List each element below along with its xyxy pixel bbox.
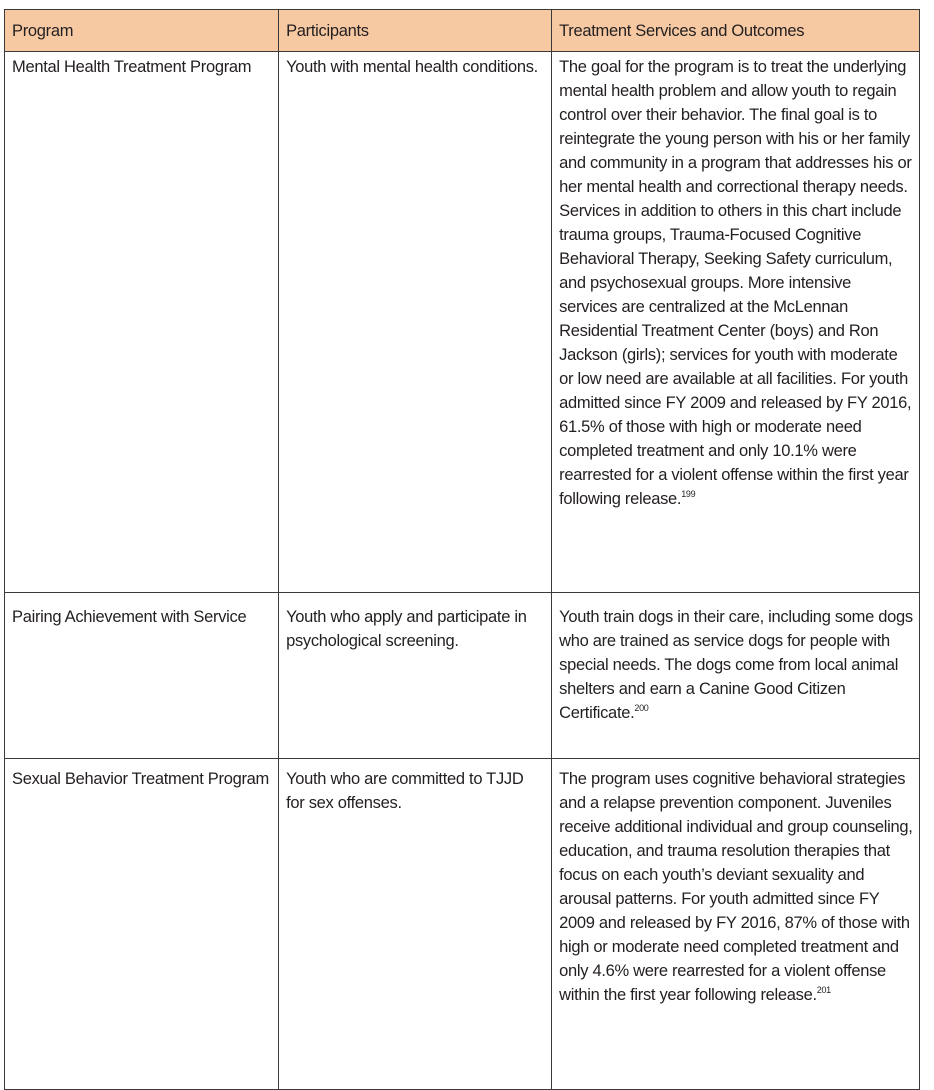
header-program: Program <box>5 10 279 52</box>
header-participants: Participants <box>279 10 552 52</box>
programs-table <box>4 9 920 1090</box>
header-row <box>5 10 920 52</box>
table-row <box>5 759 920 1090</box>
outcomes-cell <box>552 52 920 593</box>
outcomes-text: The program uses cognitive behavioral strategies and a relapse prevention component. Juveniles receive additional individual and group counseling, education, and trauma resolution therapies that focus on each youth’s deviant sexuality and arousal patterns. For youth admitted since FY 2009 and released by FY 2016, 87% of those with high or moderate need completed treatment and only 4.6% were rearrested for a violent offense within the first year following release. <box>559 770 913 1004</box>
footnote-ref: 199 <box>681 488 696 499</box>
outcomes-cell <box>552 593 920 759</box>
participants-cell: Youth who apply and participate in psychological screening. <box>279 593 552 759</box>
program-cell: Pairing Achievement with Service <box>5 593 279 759</box>
outcomes-cell <box>552 759 920 1090</box>
table-row <box>5 593 920 759</box>
table-header <box>5 10 920 52</box>
table-row <box>5 52 920 593</box>
participants-cell: Youth who are committed to TJJD for sex offenses. <box>279 759 552 1090</box>
footnote-ref: 201 <box>816 984 831 995</box>
header-treatment-outcomes: Treatment Services and Outcomes <box>552 10 920 52</box>
footnote-ref: 200 <box>634 702 649 713</box>
outcomes-text: The goal for the program is to treat the underlying mental health problem and allow youth to regain control over their behavior. The final goal is to reintegrate the young person with his or her family and community in a program that addresses his or her mental health and correctional therapy needs. Services in addition to others in this chart include trauma groups, Trauma-Focused Cognitive Behavioral Therapy, Seeking Safety curriculum, and psychosexual groups. More intensive services are centralized at the McLennan Residential Treatment Center (boys) and Ron Jackson (girls); services for youth with moderate or low need are available at all facilities. For youth admitted since FY 2009 and released by FY 2016, 61.5% of those with high or moderate need completed treatment and only 10.1% were rearrested for a violent offense within the first year following release. <box>559 58 912 508</box>
program-cell: Mental Health Treatment Program <box>5 52 279 593</box>
outcomes-text: Youth train dogs in their care, including some dogs who are trained as service dogs for people with special needs. The dogs come from local animal shelters and earn a Canine Good Citizen Certificate. <box>559 608 913 722</box>
program-cell: Sexual Behavior Treatment Program <box>5 759 279 1090</box>
participants-cell: Youth with mental health conditions. <box>279 52 552 593</box>
